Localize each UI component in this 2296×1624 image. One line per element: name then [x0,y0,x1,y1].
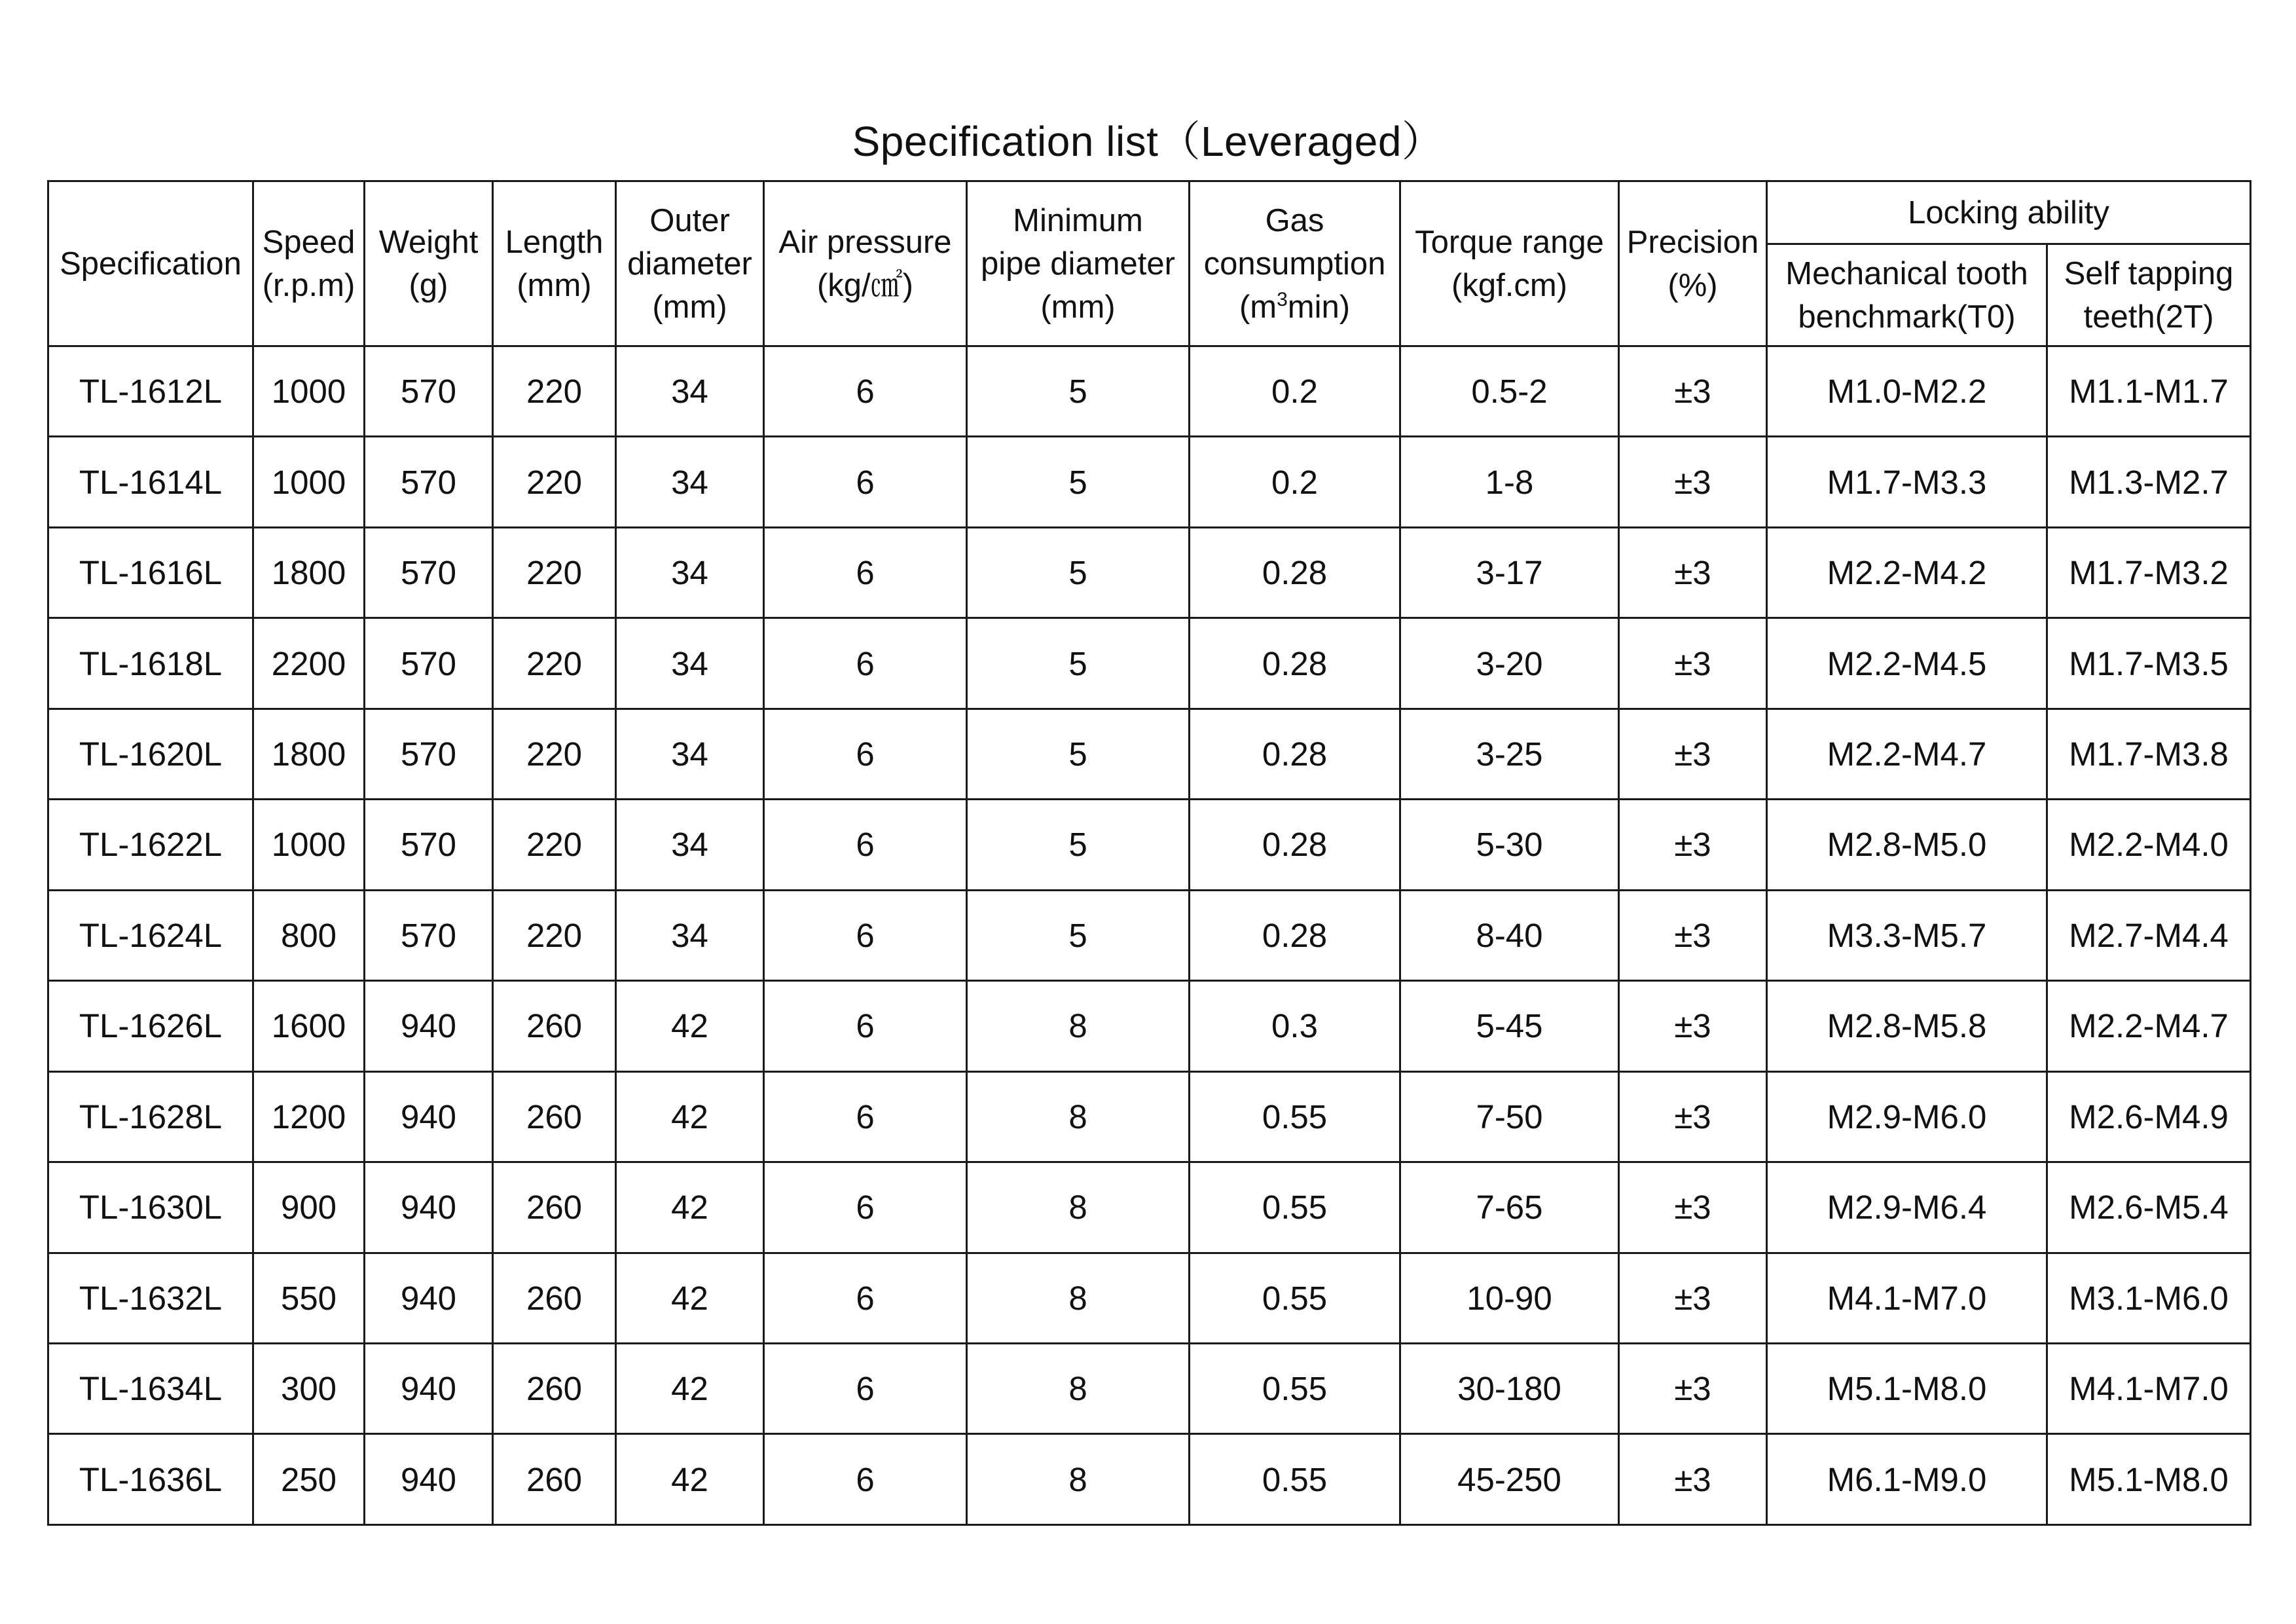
cell-length: 260 [493,1343,616,1433]
cell-min-pipe-diameter: 8 [967,1434,1190,1525]
cell-gas-consumption: 0.28 [1190,890,1400,980]
cell-precision: ±3 [1619,346,1767,437]
header-gas-consumption: Gas consumption $(m^3\min)$ [1190,181,1400,346]
specification-table [47,180,2251,1526]
cell-speed: 250 [253,1434,365,1525]
cell-length: 260 [493,981,616,1071]
cell-mechanical-tooth: M2.9-M6.4 [1767,1162,2047,1253]
cell-speed: 1200 [253,1071,365,1162]
cell-gas-consumption: 0.2 [1190,437,1400,527]
cell-precision: ±3 [1619,1071,1767,1162]
cell-air-pressure: 6 [764,618,967,709]
cell-speed: 2200 [253,618,365,709]
cell-length: 220 [493,437,616,527]
cell-outer-diameter: 34 [616,800,764,890]
cell-gas-consumption: 0.55 [1190,1253,1400,1343]
cell-outer-diameter: 42 [616,1253,764,1343]
cell-length: 260 [493,1071,616,1162]
cell-min-pipe-diameter: 8 [967,981,1190,1071]
table-row [48,1253,2251,1343]
cell-outer-diameter: 34 [616,709,764,799]
cell-weight: 570 [365,527,493,618]
cell-speed: 1800 [253,527,365,618]
table-row [48,981,2251,1071]
cell-weight: 570 [365,437,493,527]
cell-specification: TL-1618L [48,618,253,709]
cell-gas-consumption: 0.3 [1190,981,1400,1071]
cell-weight: 570 [365,709,493,799]
cell-self-tapping: M2.2-M4.0 [2047,800,2251,890]
cell-outer-diameter: 42 [616,1071,764,1162]
table-row [48,346,2251,437]
cell-air-pressure: 6 [764,527,967,618]
cell-specification: TL-1634L [48,1343,253,1433]
cell-length: 220 [493,800,616,890]
cell-self-tapping: M1.7-M3.2 [2047,527,2251,618]
cell-mechanical-tooth: M2.8-M5.8 [1767,981,2047,1071]
cell-speed: 800 [253,890,365,980]
cell-outer-diameter: 42 [616,1434,764,1525]
cell-precision: ±3 [1619,618,1767,709]
cell-self-tapping: M1.1-M1.7 [2047,346,2251,437]
cell-min-pipe-diameter: 5 [967,346,1190,437]
cell-weight: 940 [365,1162,493,1253]
cell-air-pressure: 6 [764,890,967,980]
cell-specification: TL-1628L [48,1071,253,1162]
header-weight: Weight (g) [365,181,493,346]
table-row [48,800,2251,890]
cell-specification: TL-1622L [48,800,253,890]
cell-mechanical-tooth: M2.2-M4.5 [1767,618,2047,709]
table-row [48,1071,2251,1162]
cell-air-pressure: 6 [764,1434,967,1525]
cell-weight: 940 [365,1253,493,1343]
cell-speed: 300 [253,1343,365,1433]
cell-air-pressure: 6 [764,1343,967,1433]
cell-torque-range: 3-17 [1400,527,1619,618]
cell-mechanical-tooth: M6.1-M9.0 [1767,1434,2047,1525]
cell-mechanical-tooth: M4.1-M7.0 [1767,1253,2047,1343]
cell-outer-diameter: 34 [616,527,764,618]
cell-self-tapping: M2.2-M4.7 [2047,981,2251,1071]
table-row [48,709,2251,799]
cell-mechanical-tooth: M2.2-M4.7 [1767,709,2047,799]
cell-length: 220 [493,618,616,709]
cell-specification: TL-1612L [48,346,253,437]
cell-self-tapping: M2.7-M4.4 [2047,890,2251,980]
cell-outer-diameter: 42 [616,981,764,1071]
cell-min-pipe-diameter: 8 [967,1253,1190,1343]
header-outer-diameter: Outer diameter (mm) [616,181,764,346]
cell-self-tapping: M2.6-M5.4 [2047,1162,2251,1253]
cell-precision: ±3 [1619,1343,1767,1433]
cell-length: 220 [493,346,616,437]
cell-precision: ±3 [1619,527,1767,618]
cell-gas-consumption: 0.55 [1190,1162,1400,1253]
cell-precision: ±3 [1619,709,1767,799]
cell-outer-diameter: 42 [616,1343,764,1433]
cell-torque-range: 7-50 [1400,1071,1619,1162]
cell-air-pressure: 6 [764,709,967,799]
cell-min-pipe-diameter: 8 [967,1162,1190,1253]
cell-min-pipe-diameter: 5 [967,890,1190,980]
cell-min-pipe-diameter: 5 [967,618,1190,709]
cell-length: 220 [493,890,616,980]
cell-length: 220 [493,527,616,618]
cell-torque-range: 0.5-2 [1400,346,1619,437]
header-self-tapping: Self tapping teeth(2T) [2047,244,2251,346]
table-row [48,527,2251,618]
cell-gas-consumption: 0.28 [1190,618,1400,709]
table-header [48,181,2251,346]
cell-gas-consumption: 0.28 [1190,709,1400,799]
cell-self-tapping: M2.6-M4.9 [2047,1071,2251,1162]
cell-length: 260 [493,1253,616,1343]
header-locking-ability: Locking ability [1767,181,2251,244]
cell-precision: ±3 [1619,1434,1767,1525]
table-row [48,1162,2251,1253]
cell-length: 260 [493,1162,616,1253]
header-specification: Specification [48,181,253,346]
cell-precision: ±3 [1619,1162,1767,1253]
cell-air-pressure: 6 [764,1253,967,1343]
cell-weight: 940 [365,1434,493,1525]
cell-self-tapping: M1.3-M2.7 [2047,437,2251,527]
cell-specification: TL-1636L [48,1434,253,1525]
header-precision: Precision (%) [1619,181,1767,346]
cell-weight: 940 [365,1071,493,1162]
page-title: Specification list（Leveraged） [852,118,1444,165]
cell-air-pressure: 6 [764,800,967,890]
cell-min-pipe-diameter: 5 [967,527,1190,618]
cell-specification: TL-1624L [48,890,253,980]
cell-gas-consumption: 0.55 [1190,1071,1400,1162]
header-torque-range: Torque range (kgf.cm) [1400,181,1619,346]
table-row [48,1343,2251,1433]
cell-gas-consumption: 0.28 [1190,800,1400,890]
cell-torque-range: 10-90 [1400,1253,1619,1343]
cell-mechanical-tooth: M1.7-M3.3 [1767,437,2047,527]
cell-min-pipe-diameter: 5 [967,437,1190,527]
cell-min-pipe-diameter: 8 [967,1071,1190,1162]
header-air-pressure: Air pressure (kg/㎠) [764,181,967,346]
cell-weight: 940 [365,1343,493,1433]
cell-specification: TL-1626L [48,981,253,1071]
cell-self-tapping: M1.7-M3.8 [2047,709,2251,799]
cell-torque-range: 3-25 [1400,709,1619,799]
cell-torque-range: 3-20 [1400,618,1619,709]
cell-min-pipe-diameter: 8 [967,1343,1190,1433]
cell-mechanical-tooth: M2.8-M5.0 [1767,800,2047,890]
cell-speed: 1800 [253,709,365,799]
cell-length: 260 [493,1434,616,1525]
table-row [48,618,2251,709]
cell-outer-diameter: 34 [616,890,764,980]
cell-speed: 1000 [253,800,365,890]
cell-torque-range: 5-30 [1400,800,1619,890]
cell-self-tapping: M5.1-M8.0 [2047,1434,2251,1525]
cell-self-tapping: M4.1-M7.0 [2047,1343,2251,1433]
cell-min-pipe-diameter: 5 [967,709,1190,799]
cell-gas-consumption: 0.28 [1190,527,1400,618]
cell-speed: 1600 [253,981,365,1071]
cell-gas-consumption: 0.55 [1190,1343,1400,1433]
cell-self-tapping: M1.7-M3.5 [2047,618,2251,709]
header-length: Length (mm) [493,181,616,346]
table-row [48,890,2251,980]
cell-mechanical-tooth: M2.2-M4.2 [1767,527,2047,618]
cell-speed: 1000 [253,437,365,527]
table-row [48,1434,2251,1525]
cell-specification: TL-1616L [48,527,253,618]
cell-precision: ±3 [1619,800,1767,890]
cell-precision: ±3 [1619,1253,1767,1343]
cell-outer-diameter: 34 [616,346,764,437]
cell-air-pressure: 6 [764,1071,967,1162]
cell-specification: TL-1620L [48,709,253,799]
cell-gas-consumption: 0.55 [1190,1434,1400,1525]
cell-speed: 1000 [253,346,365,437]
cell-specification: TL-1614L [48,437,253,527]
cell-air-pressure: 6 [764,1162,967,1253]
cell-weight: 570 [365,618,493,709]
cell-outer-diameter: 42 [616,1162,764,1253]
header-speed: Speed (r.p.m) [253,181,365,346]
table-body [48,346,2251,1525]
cell-torque-range: 1-8 [1400,437,1619,527]
cell-mechanical-tooth: M1.0-M2.2 [1767,346,2047,437]
cell-precision: ±3 [1619,437,1767,527]
cell-torque-range: 45-250 [1400,1434,1619,1525]
table-row [48,437,2251,527]
cell-weight: 570 [365,346,493,437]
cell-speed: 550 [253,1253,365,1343]
cell-torque-range: 5-45 [1400,981,1619,1071]
cell-precision: ±3 [1619,890,1767,980]
cell-mechanical-tooth: M5.1-M8.0 [1767,1343,2047,1433]
cell-precision: ±3 [1619,981,1767,1071]
cell-weight: 940 [365,981,493,1071]
cell-torque-range: 30-180 [1400,1343,1619,1433]
header-mechanical-tooth: Mechanical tooth benchmark(T0) [1767,244,2047,346]
cell-air-pressure: 6 [764,981,967,1071]
cell-air-pressure: 6 [764,437,967,527]
cell-outer-diameter: 34 [616,618,764,709]
cell-mechanical-tooth: M2.9-M6.0 [1767,1071,2047,1162]
cell-length: 220 [493,709,616,799]
cell-torque-range: 8-40 [1400,890,1619,980]
cell-weight: 570 [365,800,493,890]
cell-specification: TL-1630L [48,1162,253,1253]
cell-gas-consumption: 0.2 [1190,346,1400,437]
cell-outer-diameter: 34 [616,437,764,527]
cell-speed: 900 [253,1162,365,1253]
cell-torque-range: 7-65 [1400,1162,1619,1253]
cell-mechanical-tooth: M3.3-M5.7 [1767,890,2047,980]
cell-self-tapping: M3.1-M6.0 [2047,1253,2251,1343]
cell-specification: TL-1632L [48,1253,253,1343]
cell-air-pressure: 6 [764,346,967,437]
cell-min-pipe-diameter: 5 [967,800,1190,890]
header-min-pipe-diameter: Minimum pipe diameter (mm) [967,181,1190,346]
cell-weight: 570 [365,890,493,980]
